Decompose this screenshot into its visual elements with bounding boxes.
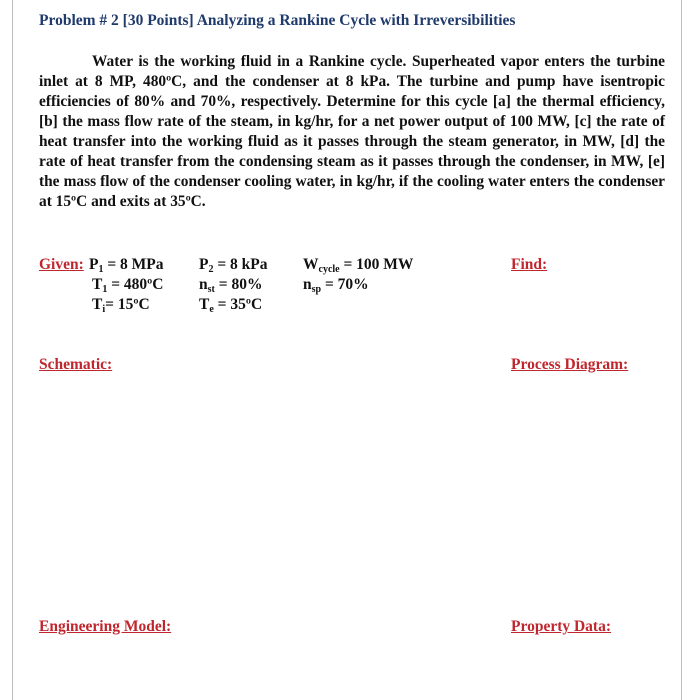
given-wcycle: $W_{cycle} = 100$ MW — [303, 256, 414, 275]
given-ti: $T_i=$ 15ºC — [92, 296, 150, 315]
given-nsp: $n_{sp} = 70\%$ — [303, 276, 369, 295]
find-label: Find: — [511, 256, 548, 273]
problem-statement: Water is the working fluid in a Rankine cycle. Superheated vapor enters the turbine inlet at 8 MP, 480ºC, and the condenser at 8 kPa. The turbine and pump have isentropic efficiencies of 80% and 70%, respectively. Determine for this cycle [a] the thermal efficiency, [b] the mass flow rate of the steam, in kg/hr, for a net power output of 100 MW, [c] the rate of heat transfer into the working fluid as it passes through the steam generator, in MW, [d] the rate of heat transfer from the condensing steam as it passes through the condenser, in MW, [e] the mass flow of the condenser cooling water, in kg/hr, if the cooling water enters the condenser at 15ºC and exits at 35ºC. — [39, 53, 665, 210]
process-diagram-label: Process Diagram: — [511, 356, 629, 373]
given-p2: $P_2 = 8$ kPa — [199, 256, 268, 275]
given-p1: $P_1 = 8$ MPa — [89, 256, 164, 275]
given-nst: $n_{st} = 80\%$ — [199, 276, 263, 295]
given-t1: $T_1$ = 480ºC — [92, 276, 164, 295]
property-data-label: Property Data: — [511, 618, 612, 635]
given-te: $T_e$ = 35ºC — [199, 296, 263, 315]
engineering-model-label: Engineering Model: — [39, 618, 172, 635]
schematic-label: Schematic: — [39, 356, 113, 373]
given-label: Given: — [39, 256, 84, 273]
document-page — [12, 0, 682, 700]
problem-title: Problem # 2 [30 Points] Analyzing a Rankine Cycle with Irreversibilities — [39, 12, 516, 29]
